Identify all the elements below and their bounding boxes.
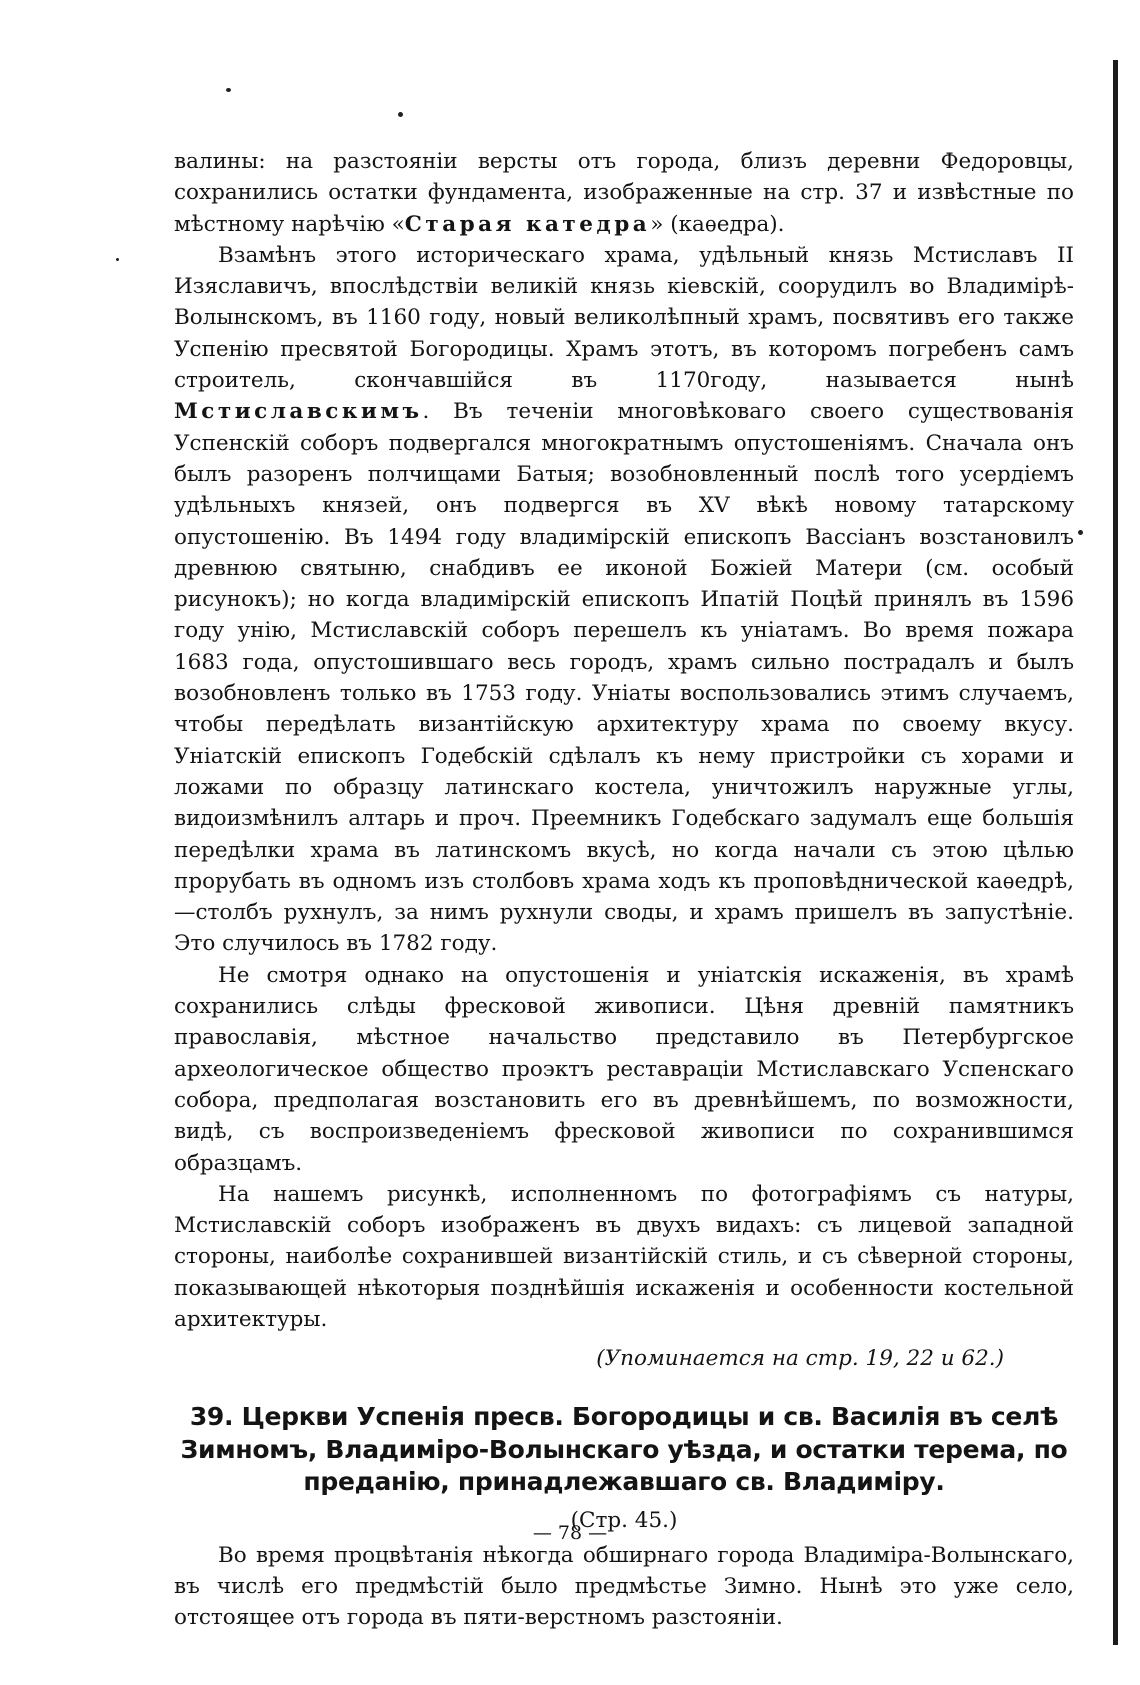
paragraph-1-tail: » (каѳедра).: [650, 211, 785, 237]
paragraph-2-emphasis: Мстиславскимъ: [174, 399, 423, 425]
scan-speck: [116, 258, 119, 261]
section-heading: 39. Церкви Успенія пресв. Богородицы и св. Василія въ селѣ Зимномъ, Владиміро-Волынскаго уѣзда, и остатки терема, по преданію, принадлежавшаго св. Владиміру.: [180, 1402, 1068, 1497]
paragraph-1-emphasis: Старая катедра: [404, 211, 651, 237]
paragraph-1-text: валины: на разстояніи версты отъ города, близъ деревни Федоровцы, сохранились остатки фундамента, изображенные на стр. 37 и извѣстные по мѣстному нарѣчію «: [174, 149, 1074, 237]
paragraph-4: [174, 1179, 1074, 1335]
paragraph-1: [174, 146, 1074, 240]
scan-speck: [1078, 530, 1083, 535]
paragraph-4-text: На нашемъ рисункѣ, исполненномъ по фотографіямъ съ натуры, Мстиславскій соборъ изображенъ въ двухъ видахъ: съ лицевой западной стороны, наиболѣе сохранившей византійскій стиль, и съ сѣверной стороны, показывающей нѣкоторыя позднѣйшія искаженія и особенности костельной архитектуры.: [174, 1181, 1074, 1332]
paragraph-3-text: Не смотря однако на опустошенія и уніатскія искаженія, въ храмѣ сохранились слѣды фресковой живописи. Цѣня древній памятникъ православія, мѣстное начальство представило въ Петербургское археологическое общество проэктъ реставраціи Мстиславскаго Успенскаго собора, предполагая возстановить его въ древнѣйшемъ, по возможности, видѣ, съ воспроизведеніемъ фресковой живописи по сохранившимся образцамъ.: [174, 962, 1074, 1176]
page-reference: (Упоминается на стр. 19, 22 и 62.): [596, 1346, 1004, 1372]
scan-speck: [226, 88, 231, 92]
paragraph-3: [174, 960, 1074, 1179]
paragraph-2-tail: . Въ теченіи многовѣковаго своего существованія Успенскій соборъ подвергался многократнымъ опустошеніямъ. Сначала онъ былъ разоренъ полчищами Батыя; возобновленный послѣ того усердіемъ удѣльныхъ князей, онъ подвергся въ XV вѣкѣ новому татарскому опустошенію. Въ 1494 году владимірскій епископъ Вассіанъ возстановилъ древнюю святыню, снабдивъ ее иконой Божіей Матери (см. особый рисунокъ); но когда владимірскій епископъ Ипатій Поцѣй принялъ въ 1596 году унію, Мстиславскій соборъ перешелъ къ уніатамъ. Во время пожара 1683 года, опустошившаго весь городъ, храмъ сильно пострадалъ и былъ возобновленъ только въ 1753 году. Уніаты воспользовались этимъ случаемъ, чтобы передѣлать византійскую архитектуру храма по своему вкусу. Уніатскій епископъ Годебскій сдѣлалъ къ нему пристройки съ хорами и ложами по образцу латинскаго костела, уничтожилъ наружные углы, видоизмѣнилъ алтарь и проч. Преемникъ Годебскаго задумалъ еще большія передѣлки храма въ латинскомъ вкусѣ, но когда начали съ этою цѣлью прорубать въ одномъ изъ столбовъ храма ходъ къ проповѣднической каѳедрѣ,—столбъ рухнулъ, за нимъ рухнули своды, и храмъ пришелъ въ запустѣніе. Это случилось въ 1782 году.: [174, 399, 1074, 957]
page-number: — 78 —: [532, 1522, 608, 1544]
section-page-ref: (Стр. 45.): [570, 1507, 678, 1533]
paragraph-2-text: Взамѣнъ этого историческаго храма, удѣльный князь Мстиславъ II Изяславичъ, впослѣдствіи великій князь кіевскій, соорудилъ во Владимірѣ-Волынскомъ, въ 1160 году, новый великолѣпный храмъ, посвятивъ его также Успенію пресвятой Богородицы. Храмъ этотъ, въ которомъ погребенъ самъ строитель, скончавшійся въ 1170году, называется нынѣ: [174, 242, 1074, 394]
scan-speck: [398, 112, 403, 117]
section-body: Во время процвѣтанія нѣкогда обширнаго города Владиміра-Волынскаго, въ числѣ его предмѣстій было предмѣстье Зимно. Нынѣ это уже село, отстоящее отъ города въ пяти-верстномъ разстояніи.: [174, 1542, 1074, 1631]
paragraph-2: [174, 240, 1074, 960]
body-text: [174, 146, 1074, 1634]
scan-edge-line: [1113, 60, 1118, 1645]
